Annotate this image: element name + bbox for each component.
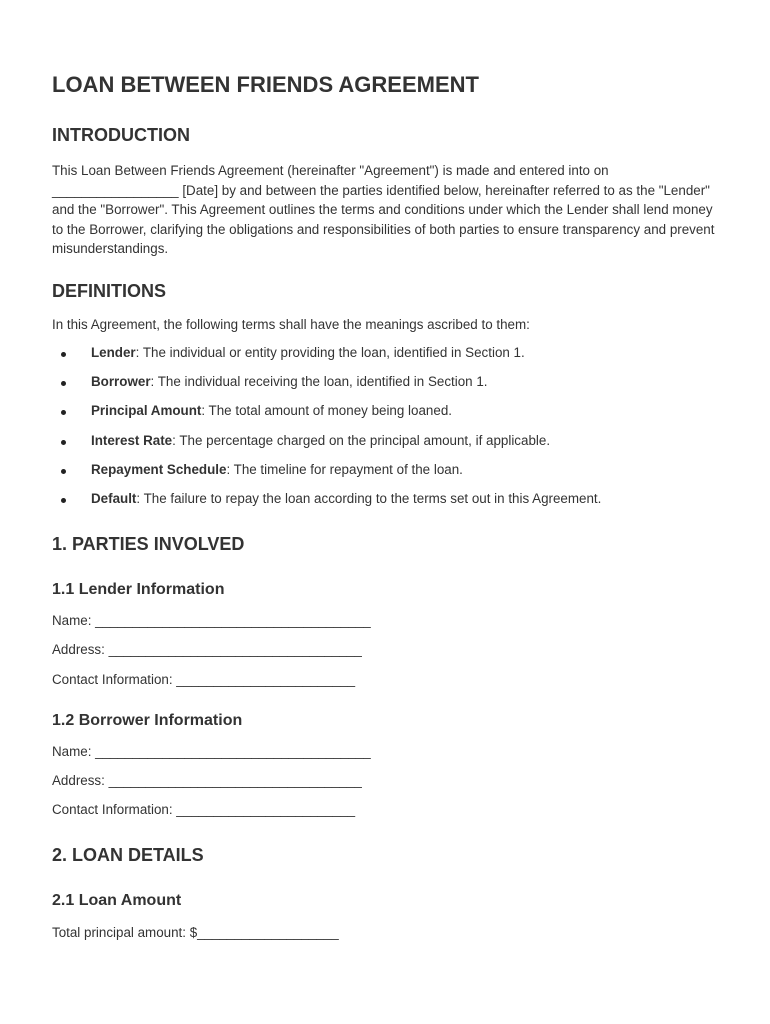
definition-term: Lender	[91, 345, 136, 360]
definition-description: : The individual or entity providing the loan, identified in Section 1.	[135, 345, 525, 360]
definition-description: : The failure to repay the loan according to the terms set out in this Agreement.	[136, 490, 602, 506]
definition-text	[91, 374, 488, 389]
definition-item-interest-rate	[52, 431, 722, 460]
definition-item-borrower	[52, 372, 722, 401]
definition-text	[91, 345, 525, 360]
definition-description: : The individual receiving the loan, identified in Section 1.	[150, 374, 488, 390]
lender-name-field: Name: _____________________________________	[52, 613, 371, 628]
borrower-name-field: Name: _____________________________________	[52, 744, 371, 759]
definition-text	[91, 491, 601, 506]
definition-item-lender	[52, 343, 722, 372]
definition-item-repayment-schedule	[52, 460, 722, 489]
bullet-icon	[61, 469, 66, 474]
introduction-heading: INTRODUCTION	[52, 125, 190, 145]
total-principal-field: Total principal amount: $___________________	[52, 925, 339, 940]
definitions-intro: In this Agreement, the following terms shall have the meanings ascribed to them:	[52, 317, 530, 332]
lender-address-field: Address: __________________________________	[52, 642, 362, 657]
definition-item-default	[52, 489, 722, 518]
definition-term: Principal Amount	[91, 403, 202, 419]
lender-contact-field: Contact Information: ________________________	[52, 672, 356, 687]
introduction-text: This Loan Between Friends Agreement (hereinafter "Agreement") is made and entered into on _________________ [Date] by and between the parties identified below, hereinafter referred to as the "Lender" and the "Borrower". This Agreement outlines the terms and conditions under which the Lender shall lend money to the Borrower, clarifying the obligations and responsibilities of both parties to ensure transparency and prevent misunderstandings.	[52, 163, 715, 257]
definition-text	[91, 403, 452, 418]
definition-term: Default	[91, 490, 137, 506]
bullet-icon	[61, 498, 66, 503]
borrower-address-field: Address: __________________________________	[52, 773, 362, 788]
definition-description: : The percentage charged on the principal amount, if applicable.	[172, 432, 551, 448]
borrower-info-heading: 1.2 Borrower Information	[52, 712, 243, 729]
definitions-heading: DEFINITIONS	[52, 281, 167, 301]
bullet-icon	[61, 440, 66, 445]
definition-text	[91, 433, 550, 448]
loan-details-heading: 2. LOAN DETAILS	[52, 845, 204, 865]
parties-heading: 1. PARTIES INVOLVED	[52, 534, 245, 554]
bullet-icon	[61, 352, 66, 357]
lender-info-heading: 1.1 Lender Information	[52, 581, 225, 598]
definition-item-principal-amount	[52, 401, 722, 430]
borrower-contact-field: Contact Information: ________________________	[52, 802, 356, 817]
definition-description: : The timeline for repayment of the loan.	[226, 461, 463, 477]
definition-term: Interest Rate	[91, 432, 173, 448]
definition-term: Repayment Schedule	[91, 461, 227, 477]
bullet-icon	[61, 410, 66, 415]
loan-amount-heading: 2.1 Loan Amount	[52, 892, 182, 909]
bullet-icon	[61, 381, 66, 386]
definitions-list	[52, 343, 722, 518]
definition-description: : The total amount of money being loaned.	[201, 403, 452, 419]
definition-term: Borrower	[91, 374, 151, 390]
definition-text	[91, 462, 463, 477]
document-title: LOAN BETWEEN FRIENDS AGREEMENT	[52, 72, 479, 97]
